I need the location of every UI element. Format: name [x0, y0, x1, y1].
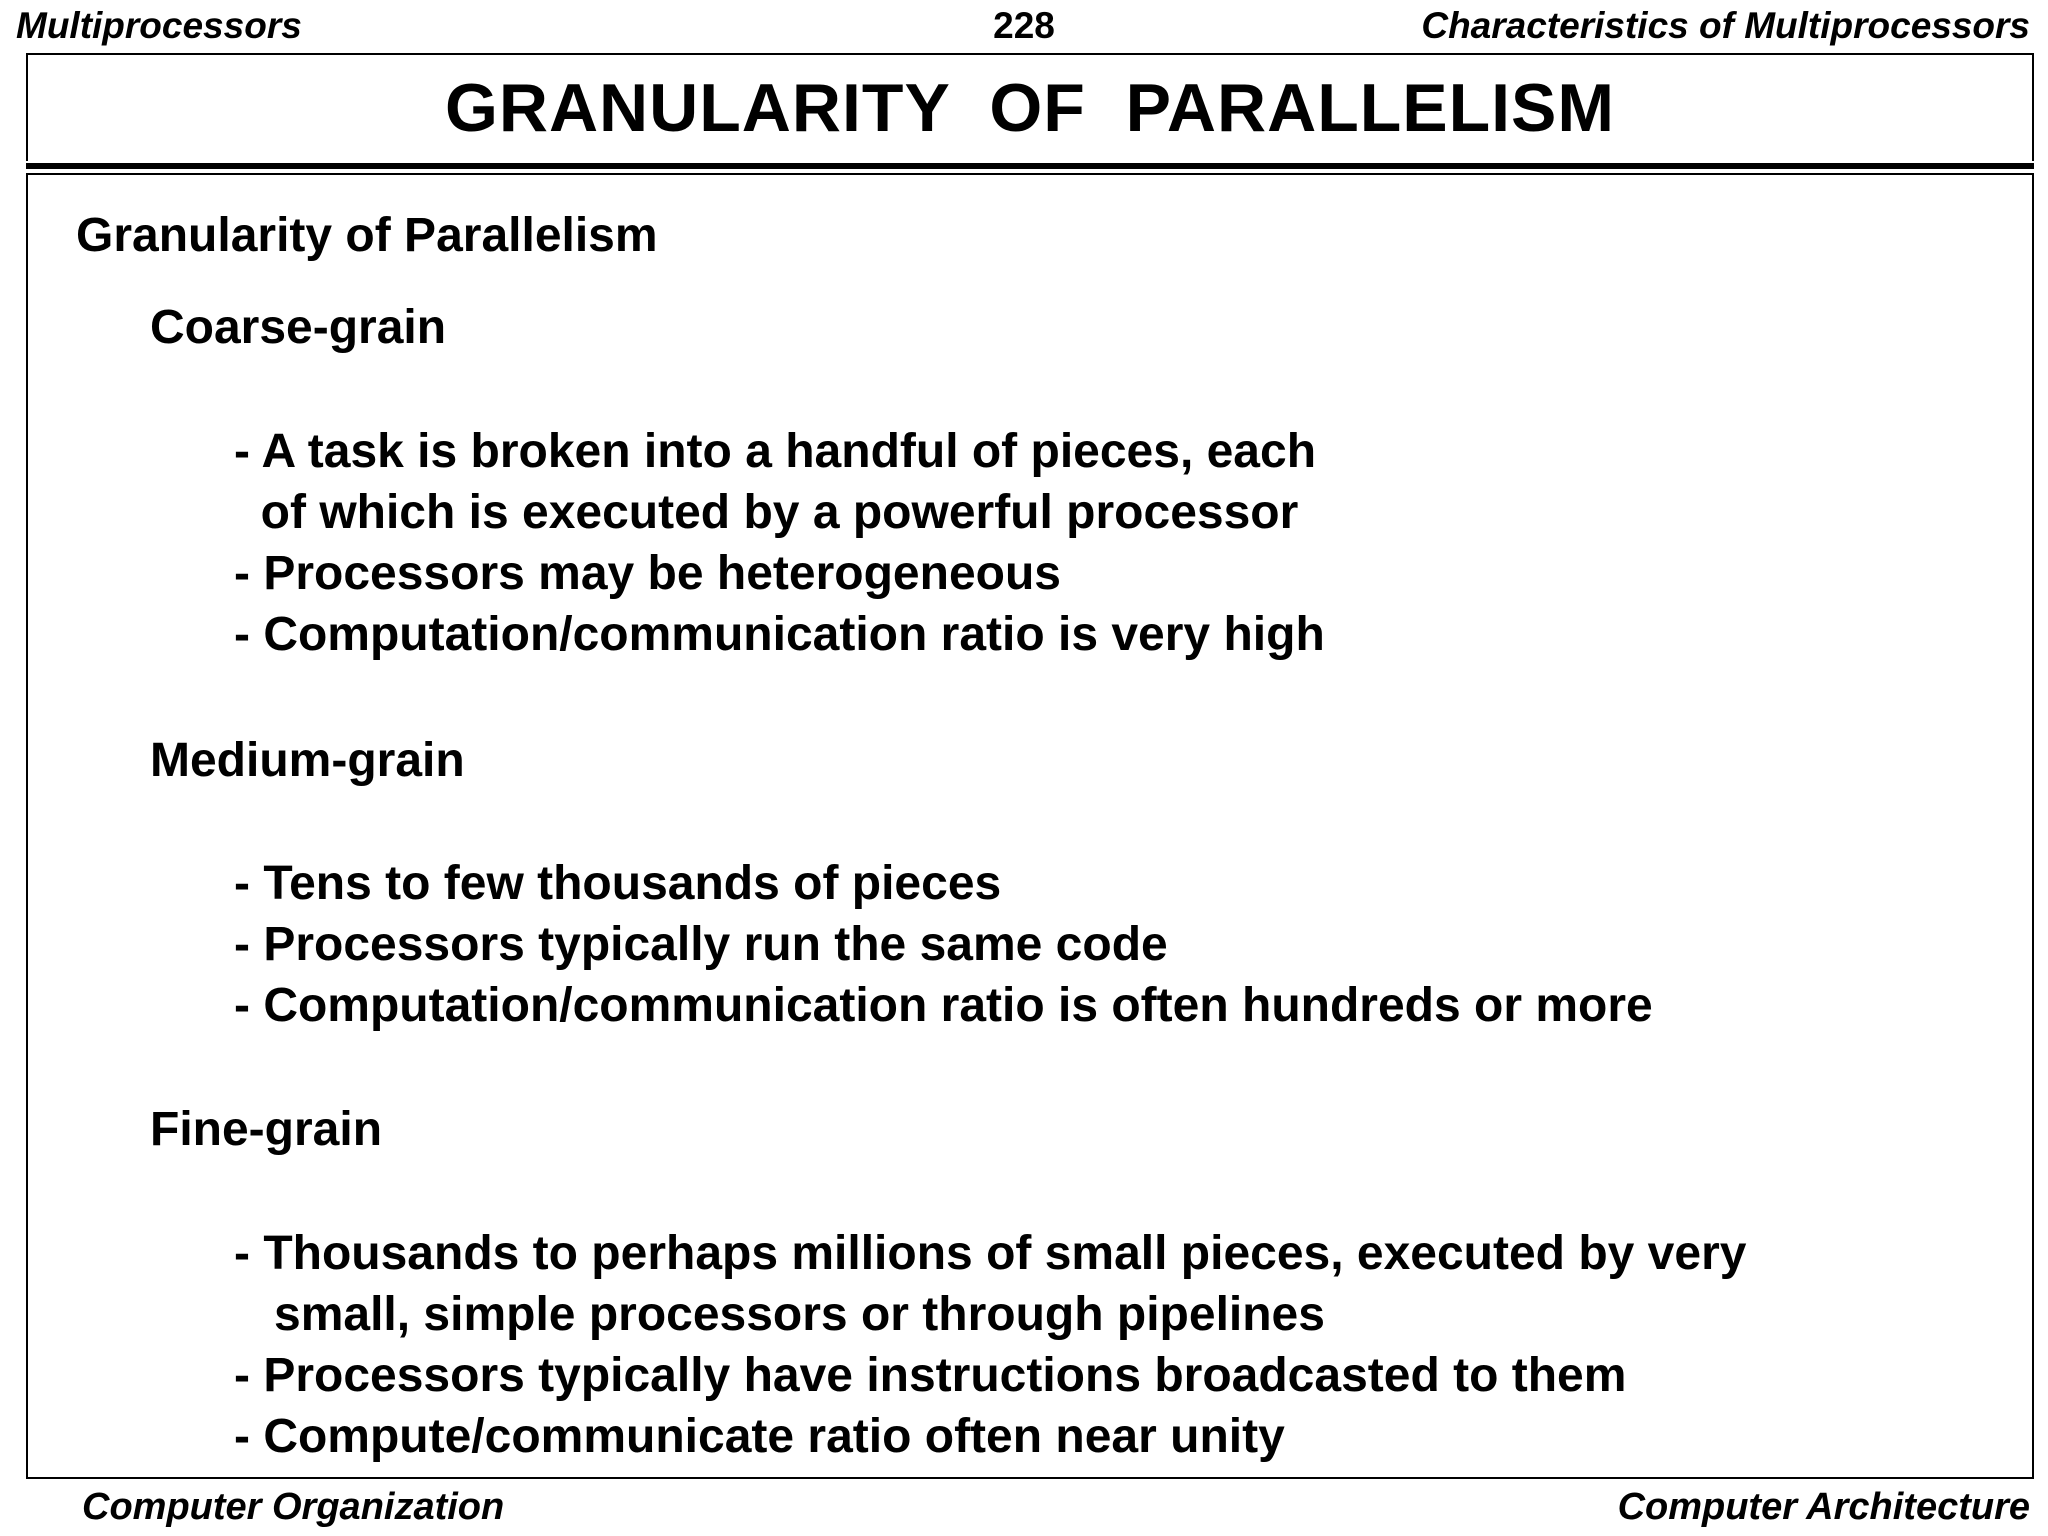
medium-grain-line: - Tens to few thousands of pieces: [234, 857, 1002, 910]
fine-grain-line: - Processors typically have instructions broadcasted to them: [234, 1349, 1627, 1402]
header-section-title: Characteristics of Multiprocessors: [1421, 5, 2030, 46]
footer-left: Computer Organization: [82, 1486, 505, 1528]
coarse-grain-line: - Computation/communication ratio is very high: [234, 608, 1325, 661]
section-heading-fine-grain: Fine-grain: [150, 1103, 383, 1156]
medium-grain-line: - Processors typically run the same code: [234, 918, 1168, 971]
title-divider-thick: [26, 163, 2034, 169]
fine-grain-line: - Thousands to perhaps millions of small pieces, executed by very: [234, 1227, 1747, 1280]
content-box: [26, 175, 2034, 1479]
fine-grain-line: small, simple processors or through pipelines: [234, 1288, 1325, 1341]
medium-grain-line: - Computation/communication ratio is often hundreds or more: [234, 979, 1653, 1032]
content-heading: Granularity of Parallelism: [76, 209, 658, 262]
fine-grain-line: - Compute/communicate ratio often near unity: [234, 1410, 1285, 1463]
coarse-grain-line: - Processors may be heterogeneous: [234, 547, 1061, 600]
coarse-grain-line: - A task is broken into a handful of pieces, each: [234, 425, 1317, 478]
footer-right: Computer Architecture: [1617, 1486, 2030, 1528]
page-number: 228: [993, 5, 1055, 46]
header-course-topic: Multiprocessors: [16, 5, 302, 46]
section-heading-medium-grain: Medium-grain: [150, 734, 465, 787]
coarse-grain-line: of which is executed by a powerful processor: [234, 486, 1299, 539]
title-box: [26, 53, 2034, 161]
section-heading-coarse-grain: Coarse-grain: [150, 301, 447, 354]
page-title: GRANULARITY OF PARALLELISM: [444, 70, 1616, 146]
